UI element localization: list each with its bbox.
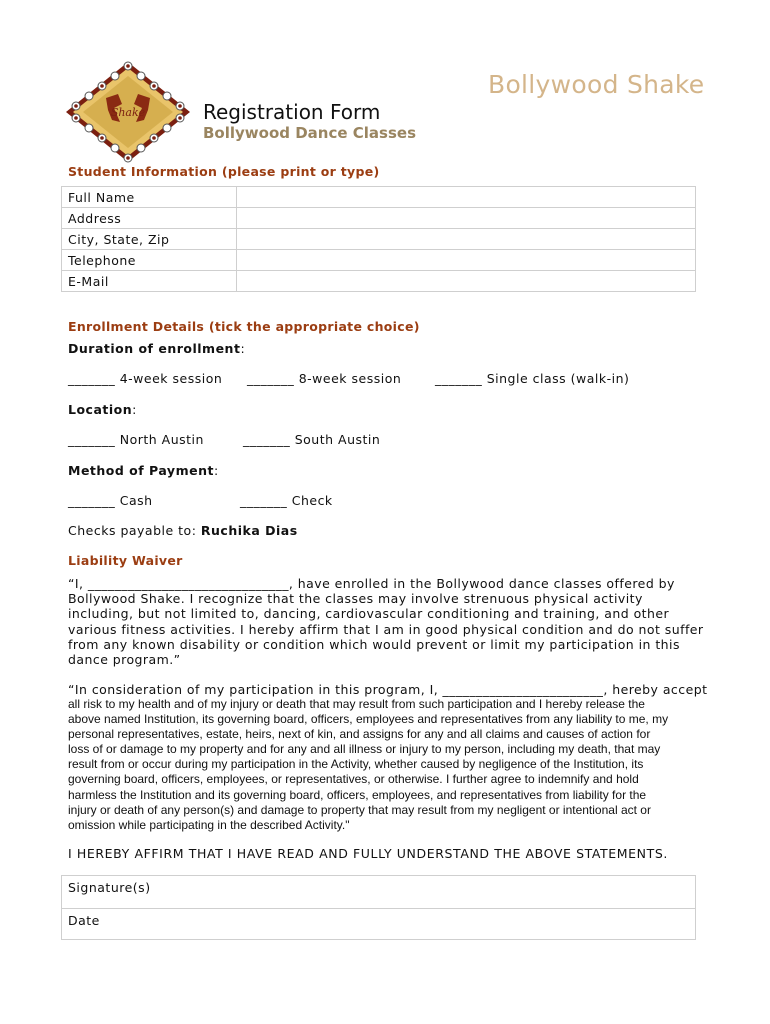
option-8-week[interactable]: _______ 8-week session bbox=[247, 371, 402, 386]
waiver-line: Bollywood Shake. I recognize that the classes may involve strenuous physical activity bbox=[68, 591, 643, 607]
checks-payable-name: Ruchika Dias bbox=[200, 523, 298, 538]
option-north-austin[interactable]: _______ North Austin bbox=[68, 432, 204, 447]
email-label: E-Mail bbox=[62, 271, 237, 292]
checks-payable bbox=[68, 523, 298, 538]
waiver-line: including, but not limited to, dancing, cardiovascular conditioning and training, and other bbox=[68, 606, 670, 622]
waiver-line: loss of or damage to my property and for any and all illness or injury to my person, including my death, that may bbox=[68, 742, 661, 757]
date-label: Date bbox=[68, 913, 100, 928]
email-field[interactable] bbox=[237, 271, 696, 292]
option-south-austin[interactable]: _______ South Austin bbox=[243, 432, 381, 447]
page-subtitle: Bollywood Dance Classes bbox=[203, 124, 416, 142]
waiver-paragraph-2-first: “In consideration of my participation in this program, I, ________________________, hereby accept bbox=[68, 682, 708, 697]
page-title: Registration Form bbox=[203, 100, 381, 124]
brand-name: Bollywood Shake bbox=[488, 70, 705, 99]
waiver-line: injury or death of any person(s) and damage to property that may result from my negligent or intentional act or bbox=[68, 802, 651, 817]
duration-label: Duration of enrollment: bbox=[68, 341, 246, 356]
enrollment-heading: Enrollment Details (tick the appropriate choice) bbox=[68, 319, 420, 334]
waiver-line: above named Institution, its governing board, officers, employees and representatives from any liability to me, my bbox=[68, 712, 669, 727]
payment-label-text: Method of Payment bbox=[68, 463, 214, 478]
logo-text: Shake bbox=[110, 106, 146, 119]
waiver-paragraph-2 bbox=[68, 697, 708, 833]
telephone-label: Telephone bbox=[62, 250, 237, 271]
option-single-class[interactable]: _______ Single class (walk-in) bbox=[435, 371, 630, 386]
full-name-field[interactable] bbox=[237, 187, 696, 208]
signature-label: Signature(s) bbox=[68, 880, 151, 895]
location-label: Location: bbox=[68, 402, 137, 417]
signature-table bbox=[61, 875, 696, 940]
student-info-table bbox=[61, 186, 696, 292]
liability-waiver-heading: Liability Waiver bbox=[68, 553, 183, 568]
address-label: Address bbox=[62, 208, 237, 229]
full-name-label: Full Name bbox=[62, 187, 237, 208]
table-row bbox=[62, 250, 696, 271]
date-field[interactable] bbox=[62, 909, 696, 940]
option-check[interactable]: _______ Check bbox=[240, 493, 333, 508]
waiver-line: personal representatives, estate, heirs, next of kin, and assigns for any and all claims and causes of action for bbox=[68, 727, 651, 742]
affirm-statement: I HEREBY AFFIRM THAT I HAVE READ AND FULLY UNDERSTAND THE ABOVE STATEMENTS. bbox=[68, 846, 668, 861]
waiver-line: all risk to my health and of my injury or death that may result from such participation and I hereby release the bbox=[68, 697, 645, 711]
waiver-line: “I, ______________________________, have enrolled in the Bollywood dance classes offered by bbox=[68, 576, 675, 591]
checks-payable-prefix: Checks payable to: bbox=[68, 523, 201, 538]
city-state-zip-field[interactable] bbox=[237, 229, 696, 250]
table-row bbox=[62, 909, 696, 940]
table-row bbox=[62, 271, 696, 292]
waiver-line: dance program.” bbox=[68, 652, 181, 668]
waiver-paragraph-1 bbox=[68, 576, 708, 667]
waiver-line: governing board, officers, employees, or representatives, or otherwise. I further agree to indemnify and hold bbox=[68, 772, 639, 787]
table-row bbox=[62, 187, 696, 208]
table-row bbox=[62, 208, 696, 229]
waiver-line: omission while participating in the described Activity." bbox=[68, 817, 350, 832]
payment-label: Method of Payment: bbox=[68, 463, 219, 478]
option-4-week[interactable]: _______ 4-week session bbox=[68, 371, 223, 386]
address-field[interactable] bbox=[237, 208, 696, 229]
signature-field[interactable] bbox=[62, 876, 696, 909]
duration-label-text: Duration of enrollment bbox=[68, 341, 241, 356]
table-row bbox=[62, 876, 696, 909]
option-cash[interactable]: _______ Cash bbox=[68, 493, 153, 508]
waiver-line: result from or occur during my participation in the Activity, whether caused by negligence of the Institution, its bbox=[68, 757, 644, 772]
location-label-text: Location bbox=[68, 402, 133, 417]
table-row bbox=[62, 229, 696, 250]
waiver-line: harmless the Institution and its governing board, officers, employees, and representatives from liability for the bbox=[68, 787, 647, 802]
student-info-heading: Student Information (please print or type) bbox=[68, 164, 380, 179]
waiver-line: various fitness activities. I hereby affirm that I am in good physical condition and do not suffer bbox=[68, 621, 704, 637]
telephone-field[interactable] bbox=[237, 250, 696, 271]
bollywood-shake-logo bbox=[62, 58, 194, 166]
city-state-zip-label: City, State, Zip bbox=[62, 229, 237, 250]
waiver-line: from any known disability or condition which would prevent or limit my participation in this bbox=[68, 636, 680, 652]
